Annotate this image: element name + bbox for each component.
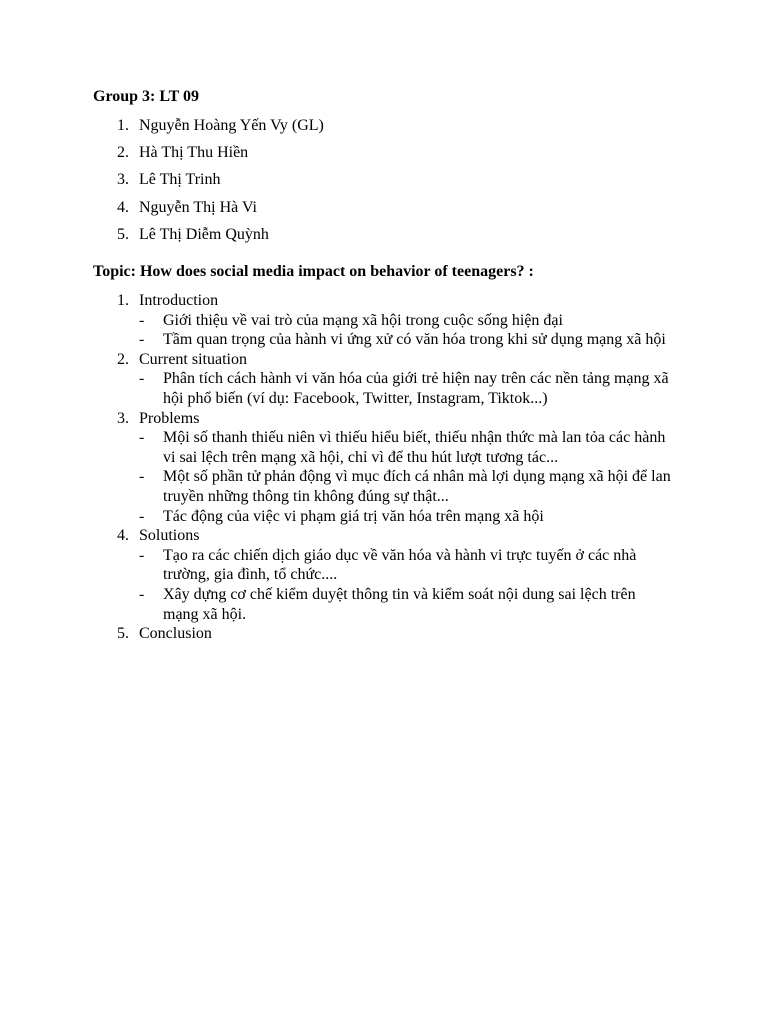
member-number: 4. — [117, 198, 129, 216]
bullet-text: Phân tích cách hành vi văn hóa của giới trẻ hiện nay trên các nền tảng mạng xã hội phổ biến (ví dụ: Facebook, Twitter, Instagram, Tiktok...) — [163, 370, 669, 407]
bullet-list — [0, 428, 768, 526]
section-number: 2. — [117, 350, 129, 368]
section-number: 5. — [117, 625, 129, 643]
bullet-text: Tầm quan trọng của hành vi ứng xử có văn hóa trong khi sử dụng mạng xã hội — [163, 331, 666, 349]
bullet-dash: - — [139, 311, 145, 329]
member-number: 2. — [117, 144, 129, 162]
member-name: Lê Thị Diễm Quỳnh — [139, 225, 269, 243]
bullet-item — [0, 311, 675, 331]
section-title: Problems — [139, 409, 200, 427]
bullet-item — [0, 467, 675, 506]
outline-section-conclusion — [0, 624, 768, 644]
outline-section-current-situation — [0, 350, 768, 409]
bullet-item — [0, 585, 675, 624]
bullet-dash: - — [139, 468, 145, 486]
bullet-dash: - — [139, 370, 145, 388]
bullet-text: Xây dựng cơ chế kiểm duyệt thông tin và kiểm soát nội dung sai lệch trên mạng xã hội. — [163, 585, 636, 623]
bullet-text: Mội số thanh thiếu niên vì thiếu hiểu biết, thiếu nhận thức mà lan tỏa các hành vi sai lệch trên mạng xã hội, chỉ vì để thu hút lượt tương tác... — [163, 429, 666, 466]
bullet-item — [0, 369, 675, 408]
member-name: Lê Thị Trinh — [139, 171, 221, 189]
bullet-item — [0, 330, 675, 350]
outline-section-solutions — [0, 526, 768, 624]
section-title: Introduction — [139, 292, 219, 309]
bullet-list — [0, 311, 768, 350]
member-number: 1. — [117, 117, 129, 134]
member-name: Hà Thị Thu Hiền — [139, 144, 249, 162]
section-number: 1. — [117, 292, 129, 309]
outline-list — [0, 291, 768, 644]
bullet-list — [0, 546, 768, 624]
section-title: Current situation — [139, 350, 247, 368]
bullet-dash: - — [139, 585, 145, 603]
bullet-item — [0, 507, 675, 527]
bullet-dash: - — [139, 429, 145, 447]
bullet-list — [0, 369, 768, 408]
bullet-text: Giới thiệu về vai trò của mạng xã hội trong cuộc sống hiện đại — [163, 311, 563, 329]
section-title: Conclusion — [139, 625, 212, 643]
bullet-item — [0, 428, 675, 467]
topic-heading: Topic: How does social media impact on behavior of teenagers? : — [93, 263, 534, 280]
member-name: Nguyễn Thị Hà Vi — [139, 198, 257, 216]
outline-section-problems — [0, 409, 768, 527]
bullet-item — [0, 546, 675, 585]
member-number: 3. — [117, 171, 129, 189]
bullet-dash: - — [139, 507, 145, 525]
section-number: 4. — [117, 527, 129, 545]
bullet-text: Tạo ra các chiến dịch giáo dục về văn hóa và hành vi trực tuyến ở các nhà trường, gia đình, tổ chức.... — [163, 546, 637, 584]
bullet-text: Một số phần tử phản động vì mục đích cá nhân mà lợi dụng mạng xã hội để lan truyền những thông tin không đúng sự thật... — [163, 468, 671, 505]
group-heading: Group 3: LT 09 — [93, 88, 199, 105]
member-number: 5. — [117, 225, 129, 243]
bullet-text: Tác động của việc vi phạm giá trị văn hóa trên mạng xã hội — [163, 507, 544, 525]
bullet-dash: - — [139, 331, 145, 349]
outline-section-introduction — [0, 291, 768, 350]
section-number: 3. — [117, 409, 129, 427]
section-title: Solutions — [139, 527, 200, 545]
bullet-dash: - — [139, 546, 145, 564]
member-name: Nguyễn Hoàng Yến Vy (GL) — [139, 117, 324, 134]
